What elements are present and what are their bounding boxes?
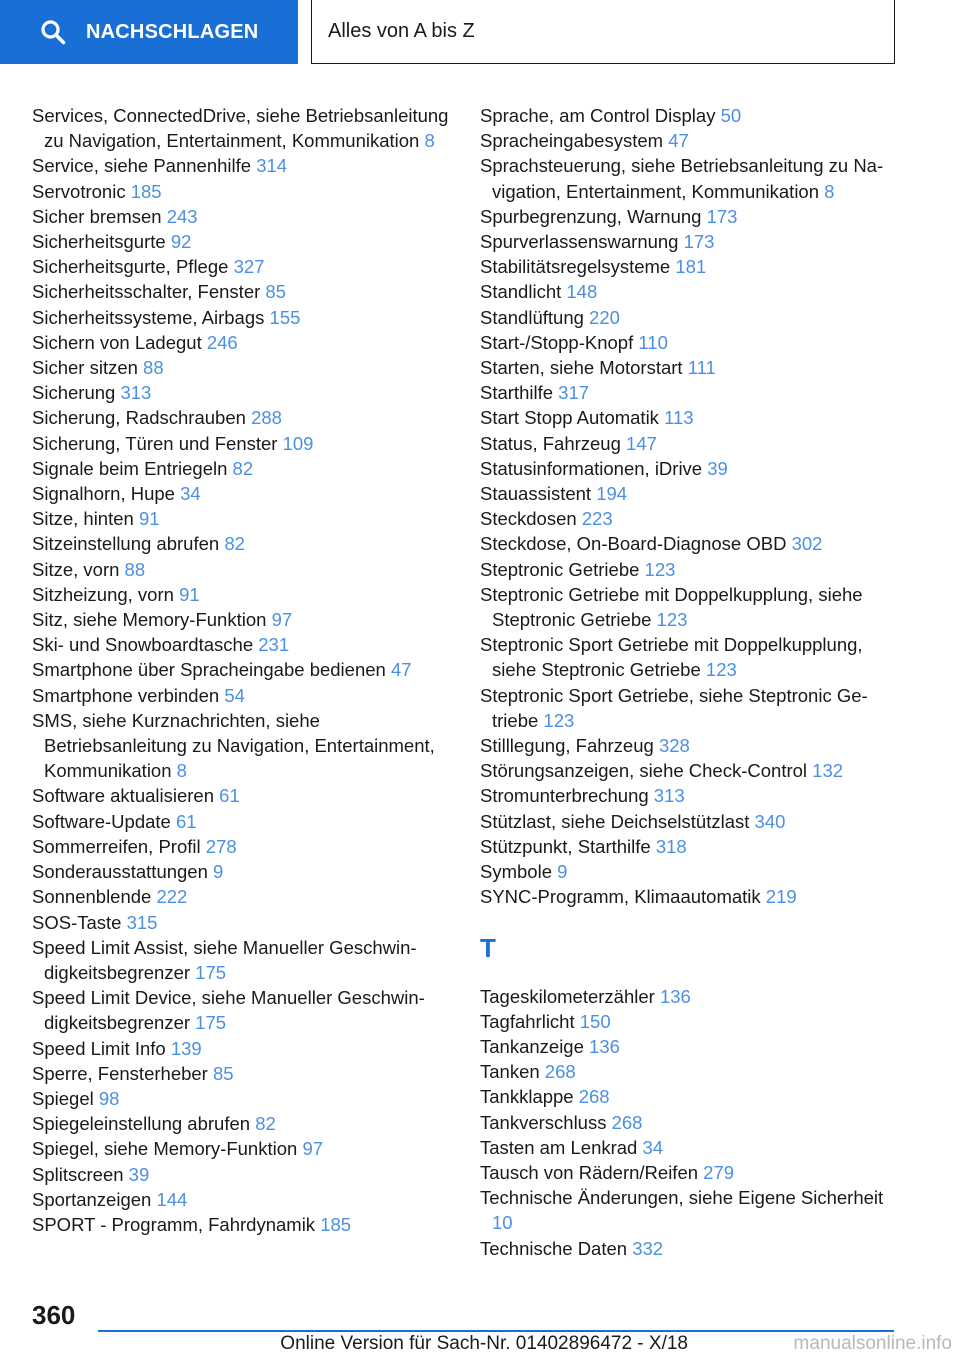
page-reference-link[interactable]: 136: [659, 985, 691, 1007]
entry-text: Spiegeleinstellung abrufen: [32, 1113, 251, 1135]
index-entry: [32, 279, 462, 304]
entry-text: Steckdose, On-Board-Diagnose OBD: [480, 533, 787, 555]
page-reference-link[interactable]: 327: [233, 256, 265, 278]
index-entry: [480, 531, 900, 556]
entry-text: Tagfahrlicht: [480, 1010, 575, 1032]
page-reference-link[interactable]: 123: [705, 659, 737, 681]
page-reference-link[interactable]: 313: [653, 785, 685, 807]
page-reference-link[interactable]: 8: [176, 760, 187, 782]
index-entry: [32, 481, 462, 506]
page-reference-link[interactable]: 88: [143, 357, 164, 379]
entry-text: Starthilfe: [480, 382, 554, 404]
entry-text: SPORT - Programm, Fahrdynamik: [32, 1213, 316, 1235]
index-entry: [32, 1036, 462, 1061]
page-reference-link[interactable]: 61: [175, 810, 197, 832]
entry-text: Sonderausstattungen: [32, 861, 208, 883]
page-reference-link[interactable]: 246: [206, 331, 238, 353]
entry-text: Tankanzeige: [480, 1035, 584, 1057]
index-entry: [480, 355, 900, 380]
entry-text: Service, siehe Pannenhilfe: [32, 155, 252, 177]
index-entry: [480, 984, 900, 1009]
entry-text: Sitzheizung, vorn: [32, 583, 174, 605]
page-reference-link[interactable]: 278: [205, 835, 237, 857]
page-reference-link[interactable]: 155: [269, 306, 301, 328]
index-entry: [32, 1162, 462, 1187]
index-entry: [32, 809, 462, 834]
index-entry: [480, 405, 900, 430]
entry-text: Smartphone über Spracheingabe bedienen: [32, 659, 386, 681]
index-entry: [480, 834, 900, 859]
nav-label: NACHSCHLAGEN: [86, 20, 259, 43]
index-entry: [32, 204, 462, 229]
page-reference-link[interactable]: 314: [256, 155, 288, 177]
entry-text: Stabilitätsregelsysteme: [480, 256, 671, 278]
entry-text: SMS, siehe Kurznachrichten, siehe Betriebsanleitung zu Navigation, Entertainment, Kommunikation: [32, 709, 435, 782]
index-entry: [32, 531, 462, 556]
index-entry: [32, 557, 462, 582]
entry-text: Sonnenblende: [32, 886, 152, 908]
entry-text: Technische Änderungen, siehe Eigene Sicherheit: [480, 1187, 884, 1209]
page-reference-link[interactable]: 317: [558, 382, 590, 404]
page-reference-link[interactable]: 97: [271, 609, 293, 631]
entry-text: Start-/Stopp-Knopf: [480, 331, 634, 353]
page-reference-link[interactable]: 340: [754, 810, 786, 832]
index-entry: [480, 1110, 900, 1135]
page-reference-link[interactable]: 61: [219, 785, 240, 807]
index-entry: [480, 884, 900, 909]
entry-text: Sitzeinstellung abrufen: [32, 533, 220, 555]
online-version-text: Online Version für Sach-Nr. 01402896472 - X/18: [280, 1333, 688, 1354]
page-reference-link[interactable]: 288: [251, 407, 282, 429]
page-reference-link[interactable]: 97: [302, 1138, 324, 1160]
page-reference-link[interactable]: 34: [642, 1136, 664, 1158]
entry-text: Spiegel: [32, 1087, 94, 1109]
entry-text: Servotronic: [32, 180, 126, 202]
entry-text: Steptronic Getriebe mit Doppelkupplung, siehe Steptronic Getriebe: [480, 583, 863, 631]
index-entry: [480, 506, 900, 531]
index-entry: [480, 128, 900, 153]
entry-text: Stilllegung, Fahrzeug: [480, 735, 654, 757]
index-entry: [480, 632, 900, 682]
entry-text: Sicherheitsgurte: [32, 231, 166, 253]
index-entry: [32, 859, 462, 884]
index-entry: [480, 380, 900, 405]
entry-text: Spurbegrenzung, Warnung: [480, 205, 702, 227]
page-reference-link[interactable]: 328: [658, 735, 690, 757]
entry-text: Sicher sitzen: [32, 357, 138, 379]
index-entry: [32, 1136, 462, 1161]
entry-text: Steckdosen: [480, 508, 577, 530]
index-entry: [32, 1111, 462, 1136]
entry-text: Sicherung: [32, 382, 116, 404]
index-entry: [32, 1187, 462, 1212]
page-reference-link[interactable]: 268: [611, 1111, 643, 1133]
page-reference-link[interactable]: 173: [683, 231, 715, 253]
index-entry: [32, 607, 462, 632]
index-entry: [480, 153, 900, 203]
index-entry: [480, 557, 900, 582]
index-entry: [480, 1059, 900, 1084]
index-entry: [32, 783, 462, 808]
index-entry: [32, 103, 462, 153]
page-reference-link[interactable]: 39: [128, 1163, 150, 1185]
page-reference-link[interactable]: 9: [213, 861, 224, 883]
page-reference-link[interactable]: 173: [706, 205, 738, 227]
page-reference-link[interactable]: 47: [390, 659, 412, 681]
entry-text: Speed Limit Info: [32, 1037, 166, 1059]
page-reference-link[interactable]: 50: [720, 105, 742, 126]
index-entry: [480, 204, 900, 229]
index-entry: [32, 179, 462, 204]
index-entry: [480, 229, 900, 254]
page-reference-link[interactable]: 268: [544, 1061, 576, 1083]
entry-text: Steptronic Sport Getriebe, siehe Steptronic Getriebe: [480, 684, 868, 731]
index-entry: [32, 935, 462, 985]
page-reference-link[interactable]: 139: [170, 1037, 202, 1059]
index-entry: [480, 809, 900, 834]
entry-text: Tageskilometerzähler: [480, 985, 655, 1007]
entry-text: Sitze, vorn: [32, 558, 120, 580]
index-entry: [480, 1185, 900, 1235]
index-entry: [32, 330, 462, 355]
page-reference-link[interactable]: 318: [655, 835, 687, 857]
entry-text: Störungsanzeigen, siehe Check-Control: [480, 760, 808, 782]
index-entry: [32, 1212, 462, 1237]
index-entry: [32, 405, 462, 430]
entry-text: Spurverlassenswarnung: [480, 231, 679, 253]
entry-text: Speed Limit Assist, siehe Manueller Geschwindigkeitsbegrenzer: [32, 936, 417, 983]
index-entry: [480, 1160, 900, 1185]
entry-text: Speed Limit Device, siehe Manueller Geschwindigkeitsbegrenzer: [32, 987, 425, 1034]
page-reference-link[interactable]: 88: [124, 558, 146, 580]
index-entry: [480, 582, 900, 632]
entry-text: Sprachsteuerung, siehe Betriebsanleitung zu Navigation, Entertainment, Kommunikation: [480, 155, 884, 202]
entry-text: Sicherheitsgurte, Pflege: [32, 256, 229, 278]
search-icon: [40, 19, 66, 45]
index-entry: [32, 657, 462, 682]
entry-text: Standlüftung: [480, 306, 584, 328]
page-reference-link[interactable]: 175: [195, 1012, 227, 1034]
entry-text: Spracheingabesystem: [480, 130, 664, 152]
entry-text: Smartphone verbinden: [32, 684, 220, 706]
page-reference-link[interactable]: 110: [638, 331, 668, 353]
entry-text: Sprache, am Control Display: [480, 105, 716, 126]
page-reference-link[interactable]: 136: [589, 1035, 620, 1057]
page-reference-link[interactable]: 194: [596, 483, 628, 505]
index-entry: [32, 431, 462, 456]
section-title: Alles von A bis Z: [311, 0, 895, 64]
page-reference-link[interactable]: 223: [581, 508, 613, 530]
page-reference-link[interactable]: 113: [664, 407, 694, 429]
index-entry: [32, 506, 462, 531]
index-entry: [480, 1034, 900, 1059]
entry-text: Stauassistent: [480, 483, 592, 505]
entry-text: Tanken: [480, 1061, 540, 1083]
index-entry: [32, 582, 462, 607]
entry-text: Sicherheitssysteme, Airbags: [32, 306, 265, 328]
page-reference-link[interactable]: 243: [166, 205, 198, 227]
entry-text: Sportanzeigen: [32, 1188, 152, 1210]
entry-text: Standlicht: [480, 281, 562, 303]
page-reference-link[interactable]: 231: [258, 634, 290, 656]
page-reference-link[interactable]: 82: [255, 1113, 276, 1135]
index-entry: [32, 380, 462, 405]
index-entry: [480, 305, 900, 330]
index-entry: [480, 1009, 900, 1034]
index-entry: [32, 683, 462, 708]
nachschlagen-tab[interactable]: [0, 0, 298, 64]
page-reference-link[interactable]: 175: [195, 961, 227, 983]
page-reference-link[interactable]: 82: [224, 533, 245, 555]
index-entry: [480, 1084, 900, 1109]
entry-text: Status, Fahrzeug: [480, 432, 621, 454]
index-entry: [32, 1086, 462, 1111]
page-reference-link[interactable]: 123: [543, 709, 575, 731]
index-entry: [480, 254, 900, 279]
index-entry: [32, 910, 462, 935]
page-reference-link[interactable]: 91: [179, 583, 200, 605]
entry-text: Spiegel, siehe Memory-Funktion: [32, 1138, 298, 1160]
entry-text: Sicherung, Türen und Fenster: [32, 432, 278, 454]
entry-text: Steptronic Getriebe: [480, 558, 640, 580]
page-reference-link[interactable]: 147: [626, 432, 657, 454]
page-number: 360: [32, 1300, 76, 1330]
index-column-right: [480, 103, 900, 1261]
page-reference-link[interactable]: 39: [707, 457, 728, 479]
letter-heading: T: [480, 932, 496, 963]
page-reference-link[interactable]: 313: [120, 382, 152, 404]
entry-text: Sitz, siehe Memory-Funktion: [32, 609, 267, 631]
index-entry: [480, 683, 900, 733]
entry-text: Stützlast, siehe Deichselstützlast: [480, 810, 750, 832]
page-reference-link[interactable]: 98: [98, 1087, 120, 1109]
index-entry: [32, 985, 462, 1035]
index-entry: [32, 254, 462, 279]
entry-text: Tankklappe: [480, 1086, 574, 1108]
page-reference-link[interactable]: 85: [265, 281, 286, 303]
entry-text: Signalhorn, Hupe: [32, 483, 175, 505]
footer-divider: [98, 1330, 894, 1332]
entry-text: Technische Daten: [480, 1237, 628, 1259]
page-reference-link[interactable]: 8: [424, 130, 435, 152]
page-reference-link[interactable]: 185: [320, 1213, 352, 1235]
watermark: manualsonline.info: [793, 1333, 952, 1354]
entry-text: Tankverschluss: [480, 1111, 607, 1133]
page-reference-link[interactable]: 10: [492, 1212, 513, 1234]
page-reference-link[interactable]: 132: [812, 760, 844, 782]
page-reference-link[interactable]: 8: [824, 180, 835, 202]
entry-text: Sicher bremsen: [32, 205, 162, 227]
index-column-left: [32, 103, 462, 1237]
page-reference-link[interactable]: 150: [579, 1010, 611, 1032]
index-entry: [32, 1061, 462, 1086]
index-entry: [32, 834, 462, 859]
entry-text: Software aktualisieren: [32, 785, 215, 807]
entry-text: Signale beim Entriegeln: [32, 457, 228, 479]
entry-text: Tausch von Rädern/Reifen: [480, 1161, 699, 1183]
index-entry: [480, 783, 900, 808]
page-reference-link[interactable]: 92: [170, 231, 192, 253]
entry-text: Software-Update: [32, 810, 171, 832]
page-reference-link[interactable]: 302: [791, 533, 823, 555]
index-entry: [480, 859, 900, 884]
page-reference-link[interactable]: 185: [130, 180, 162, 202]
entry-text: Sperre, Fensterheber: [32, 1062, 208, 1084]
entry-text: SOS-Taste: [32, 911, 122, 933]
page-reference-link[interactable]: 220: [589, 306, 620, 328]
entry-text: Starten, siehe Motorstart: [480, 357, 683, 379]
page-reference-link[interactable]: 144: [156, 1188, 188, 1210]
entry-text: Symbole: [480, 861, 552, 883]
entry-text: Ski- und Snowboardtasche: [32, 634, 254, 656]
entry-text: Sichern von Ladegut: [32, 331, 202, 353]
index-entry: [32, 305, 462, 330]
entry-text: Steptronic Sport Getriebe mit Doppelkupplung, siehe Steptronic Getriebe: [480, 634, 863, 681]
page-reference-link[interactable]: 148: [566, 281, 598, 303]
page-reference-link[interactable]: 85: [212, 1062, 234, 1084]
page-reference-link[interactable]: 219: [765, 886, 797, 908]
entry-text: Splitscreen: [32, 1163, 124, 1185]
entry-text: Tasten am Lenkrad: [480, 1136, 638, 1158]
page-reference-link[interactable]: 82: [232, 457, 254, 479]
index-entry: [32, 884, 462, 909]
entry-text: Sicherung, Radschrauben: [32, 407, 246, 429]
index-entry: [480, 1135, 900, 1160]
page-reference-link[interactable]: 111: [687, 357, 716, 379]
index-entry: [32, 708, 462, 784]
index-entry: [32, 153, 462, 178]
index-entry: [32, 632, 462, 657]
page-reference-link[interactable]: 279: [703, 1161, 735, 1183]
entry-text: Stromunterbrechung: [480, 785, 649, 807]
index-entry: [480, 103, 900, 128]
entry-text: Statusinformationen, iDrive: [480, 457, 703, 479]
page-reference-link[interactable]: 54: [224, 684, 245, 706]
index-entry: [480, 279, 900, 304]
page-reference-link[interactable]: 332: [632, 1237, 664, 1259]
page-reference-link[interactable]: 268: [578, 1086, 610, 1108]
entry-text: Sitze, hinten: [32, 508, 134, 530]
index-entry: [480, 481, 900, 506]
page-reference-link[interactable]: 109: [282, 432, 314, 454]
index-entry: [480, 1236, 900, 1261]
index-entry: [480, 758, 900, 783]
page-reference-link[interactable]: 123: [656, 609, 688, 631]
index-entry: [480, 456, 900, 481]
page-reference-link[interactable]: 315: [126, 911, 158, 933]
index-entry: [32, 456, 462, 481]
page-reference-link[interactable]: 34: [180, 483, 201, 505]
page-reference-link[interactable]: 47: [668, 130, 689, 152]
index-entry: [32, 229, 462, 254]
index-entry: [480, 431, 900, 456]
index-entry: [32, 355, 462, 380]
page-reference-link[interactable]: 222: [156, 886, 188, 908]
entry-text: SYNC-Programm, Klimaautomatik: [480, 886, 761, 908]
entry-text: Stützpunkt, Starthilfe: [480, 835, 651, 857]
entry-text: Start Stopp Automatik: [480, 407, 659, 429]
page-reference-link[interactable]: 91: [138, 508, 160, 530]
page-reference-link[interactable]: 9: [557, 861, 568, 883]
index-entry: [480, 733, 900, 758]
page-reference-link[interactable]: 123: [644, 558, 676, 580]
entry-text: Services, ConnectedDrive, siehe Betriebsanleitung zu Navigation, Entertainment, Kommunikation: [32, 105, 449, 152]
entry-text: Sicherheitsschalter, Fenster: [32, 281, 261, 303]
entry-text: Sommerreifen, Profil: [32, 835, 201, 857]
index-entry: [480, 330, 900, 355]
page-reference-link[interactable]: 181: [675, 256, 707, 278]
